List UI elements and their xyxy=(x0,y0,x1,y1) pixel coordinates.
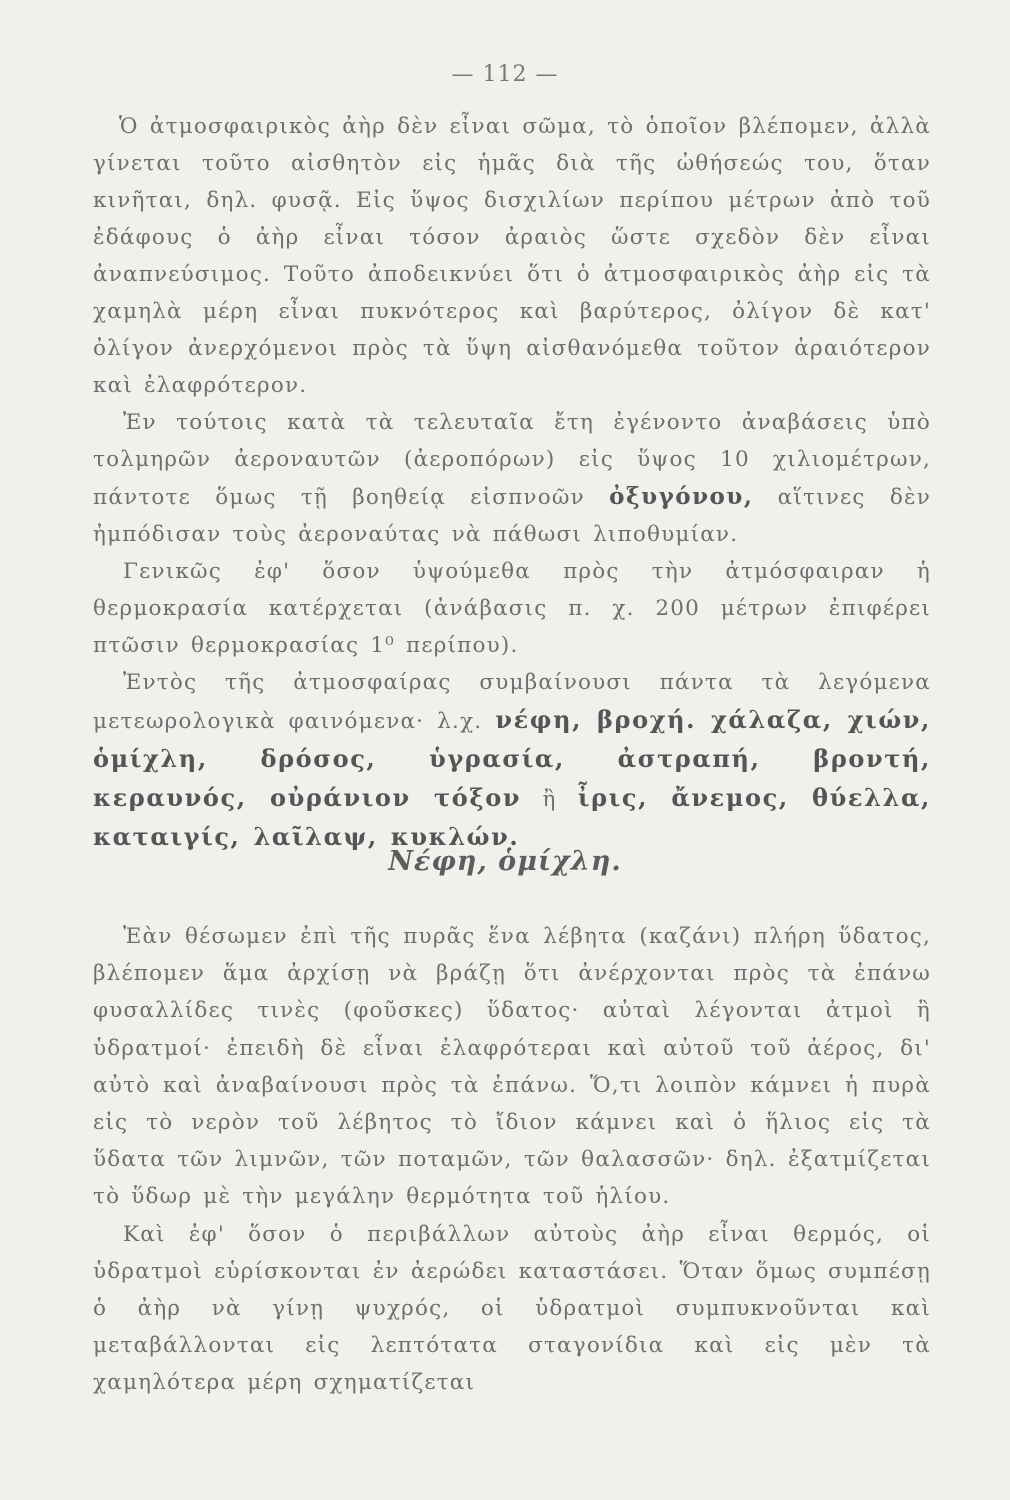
aeronauts-text-start: Ἐν τούτοις κατὰ τὰ τελευταῖα ἔτη ἐγένοντο ἀναβάσεις ὑπὸ τολμηρῶν ἀεροναυτῶν (ἀεροπόρων) εἰς ὕψος 10 χιλιομέτρων, πάντοτε ὅμως τῇ βοηθείᾳ εἰσπνοῶν xyxy=(93,410,931,510)
paragraph-temperature: Γενικῶς ἐφ' ὅσον ὑψούμεθα πρὸς τὴν ἀτμόσφαιραν ἡ θερμοκρασία κατέρχεται (ἀνάβασις π. χ. 200 μέτρων ἐπιφέρει πτῶσιν θερμοκρασίας 1⁰ περίπου). xyxy=(93,559,931,658)
text-block-clouds xyxy=(93,918,931,1402)
paragraph-aeronauts xyxy=(93,404,931,553)
aeronauts-text-end: αἵτινες δὲν ἠμπόδισαν τοὺς ἀεροναύτας νὰ πάθωσι λιποθυμίαν. xyxy=(93,485,931,547)
page-number: — 112 — xyxy=(451,62,559,87)
paragraph-steam: Ἐὰν θέσωμεν ἐπὶ τῆς πυρᾶς ἕνα λέβητα (καζάνι) πλήρη ὕδατος, βλέπομεν ἅμα ἀρχίσῃ νὰ βράζῃ ὅτι ἀνέρχονται πρὸς τὰ ἐπάνω φυσαλλίδες τινὲς (φοῦσκες) ὕδατος· αὐταὶ λέγονται ἀτμοὶ ἢ ὑδρατμοί· ἐπειδὴ δὲ εἶναι ἐλαφρότεραι καὶ αὐτοῦ τοῦ ἀέρος, δι' αὐτὸ καὶ ἀναβαίνουσι πρὸς τὰ ἐπάνω. Ὅ,τι λοιπὸν κάμνει ἡ πυρὰ εἰς τὸ νερὸν τοῦ λέβητος τὸ ἴδιον κάμνει καὶ ὁ ἥλιος εἰς τὰ ὕδατα τῶν λιμνῶν, τῶν ποταμῶν, τῶν θαλασσῶν· δηλ. ἐξατμίζεται τὸ ὕδωρ μὲ τὴν μεγάλην θερμότητα τοῦ ἡλίου. xyxy=(93,924,931,1210)
phenomena-list-end: ἶρις, ἄνεμος, θύελλα, καταιγίς, λαῖλαψ, κυκλών. xyxy=(93,783,931,851)
paragraph-condensation: Καὶ ἐφ' ὅσον ὁ περιβάλλων αὐτοὺς ἀὴρ εἶναι θερμός, οἱ ὑδρατμοὶ εὑρίσκονται ἐν ἀερώδει καταστάσει. Ὅταν ὅμως συμπέσῃ ὁ ἀὴρ νὰ γίνῃ ψυχρός, οἱ ὑδρατμοὶ συμπυκνοῦνται καὶ μεταβάλλονται εἰς λεπτότατα σταγονίδια καὶ εἰς μὲν τὰ χαμηλότερα μέρη σχηματίζεται xyxy=(93,1221,931,1396)
section-heading: Νέφη, ὁμίχλη. xyxy=(388,846,622,877)
phenomena-intro: Ἐντὸς τῆς ἀτμοσφαίρας συμβαίνουσι πάντα τὰ λεγόμενα μετεωρολογικὰ φαινόμενα· λ.χ. xyxy=(93,670,931,734)
paragraph-phenomena xyxy=(93,664,931,857)
text-block-atmosphere xyxy=(93,108,931,857)
phenomena-conjunction: ἢ xyxy=(521,787,578,812)
oxygen-term: ὀξυγόνου, xyxy=(609,483,754,510)
phenomena-list: νέφη, βροχή. χάλαζα, χιών, ὁμίχλη, δρόσος, ὑγρασία, ἀστραπή, βροντή, κεραυνός, οὐράνιον τόξον xyxy=(93,705,931,812)
paragraph-air-pressure: Ὁ ἀτμοσφαιρικὸς ἀὴρ δὲν εἶναι σῶμα, τὸ ὁποῖον βλέπομεν, ἀλλὰ γίνεται τοῦτο αἰσθητὸν εἰς ἡμᾶς διὰ τῆς ὠθήσεώς του, ὅταν κινῆται, δηλ. φυσᾷ. Εἰς ὕψος δισχιλίων περίπου μέτρων ἀπὸ τοῦ ἐδάφους ὁ ἀὴρ εἶναι τόσον ἀραιὸς ὥστε σχεδὸν δὲν εἶναι ἀναπνεύσιμος. Τοῦτο ἀποδεικνύει ὅτι ὁ ἀτμοσφαιρικὸς ἀὴρ εἰς τὰ χαμηλὰ μέρη εἶναι πυκνότερος καὶ βαρύτερος, ὀλίγον δὲ κατ' ὀλίγον ἀνερχόμενοι πρὸς τὰ ὕψη αἰσθανόμεθα τοῦτον ἀραιότερον καὶ ἐλαφρότερον. xyxy=(93,114,931,398)
